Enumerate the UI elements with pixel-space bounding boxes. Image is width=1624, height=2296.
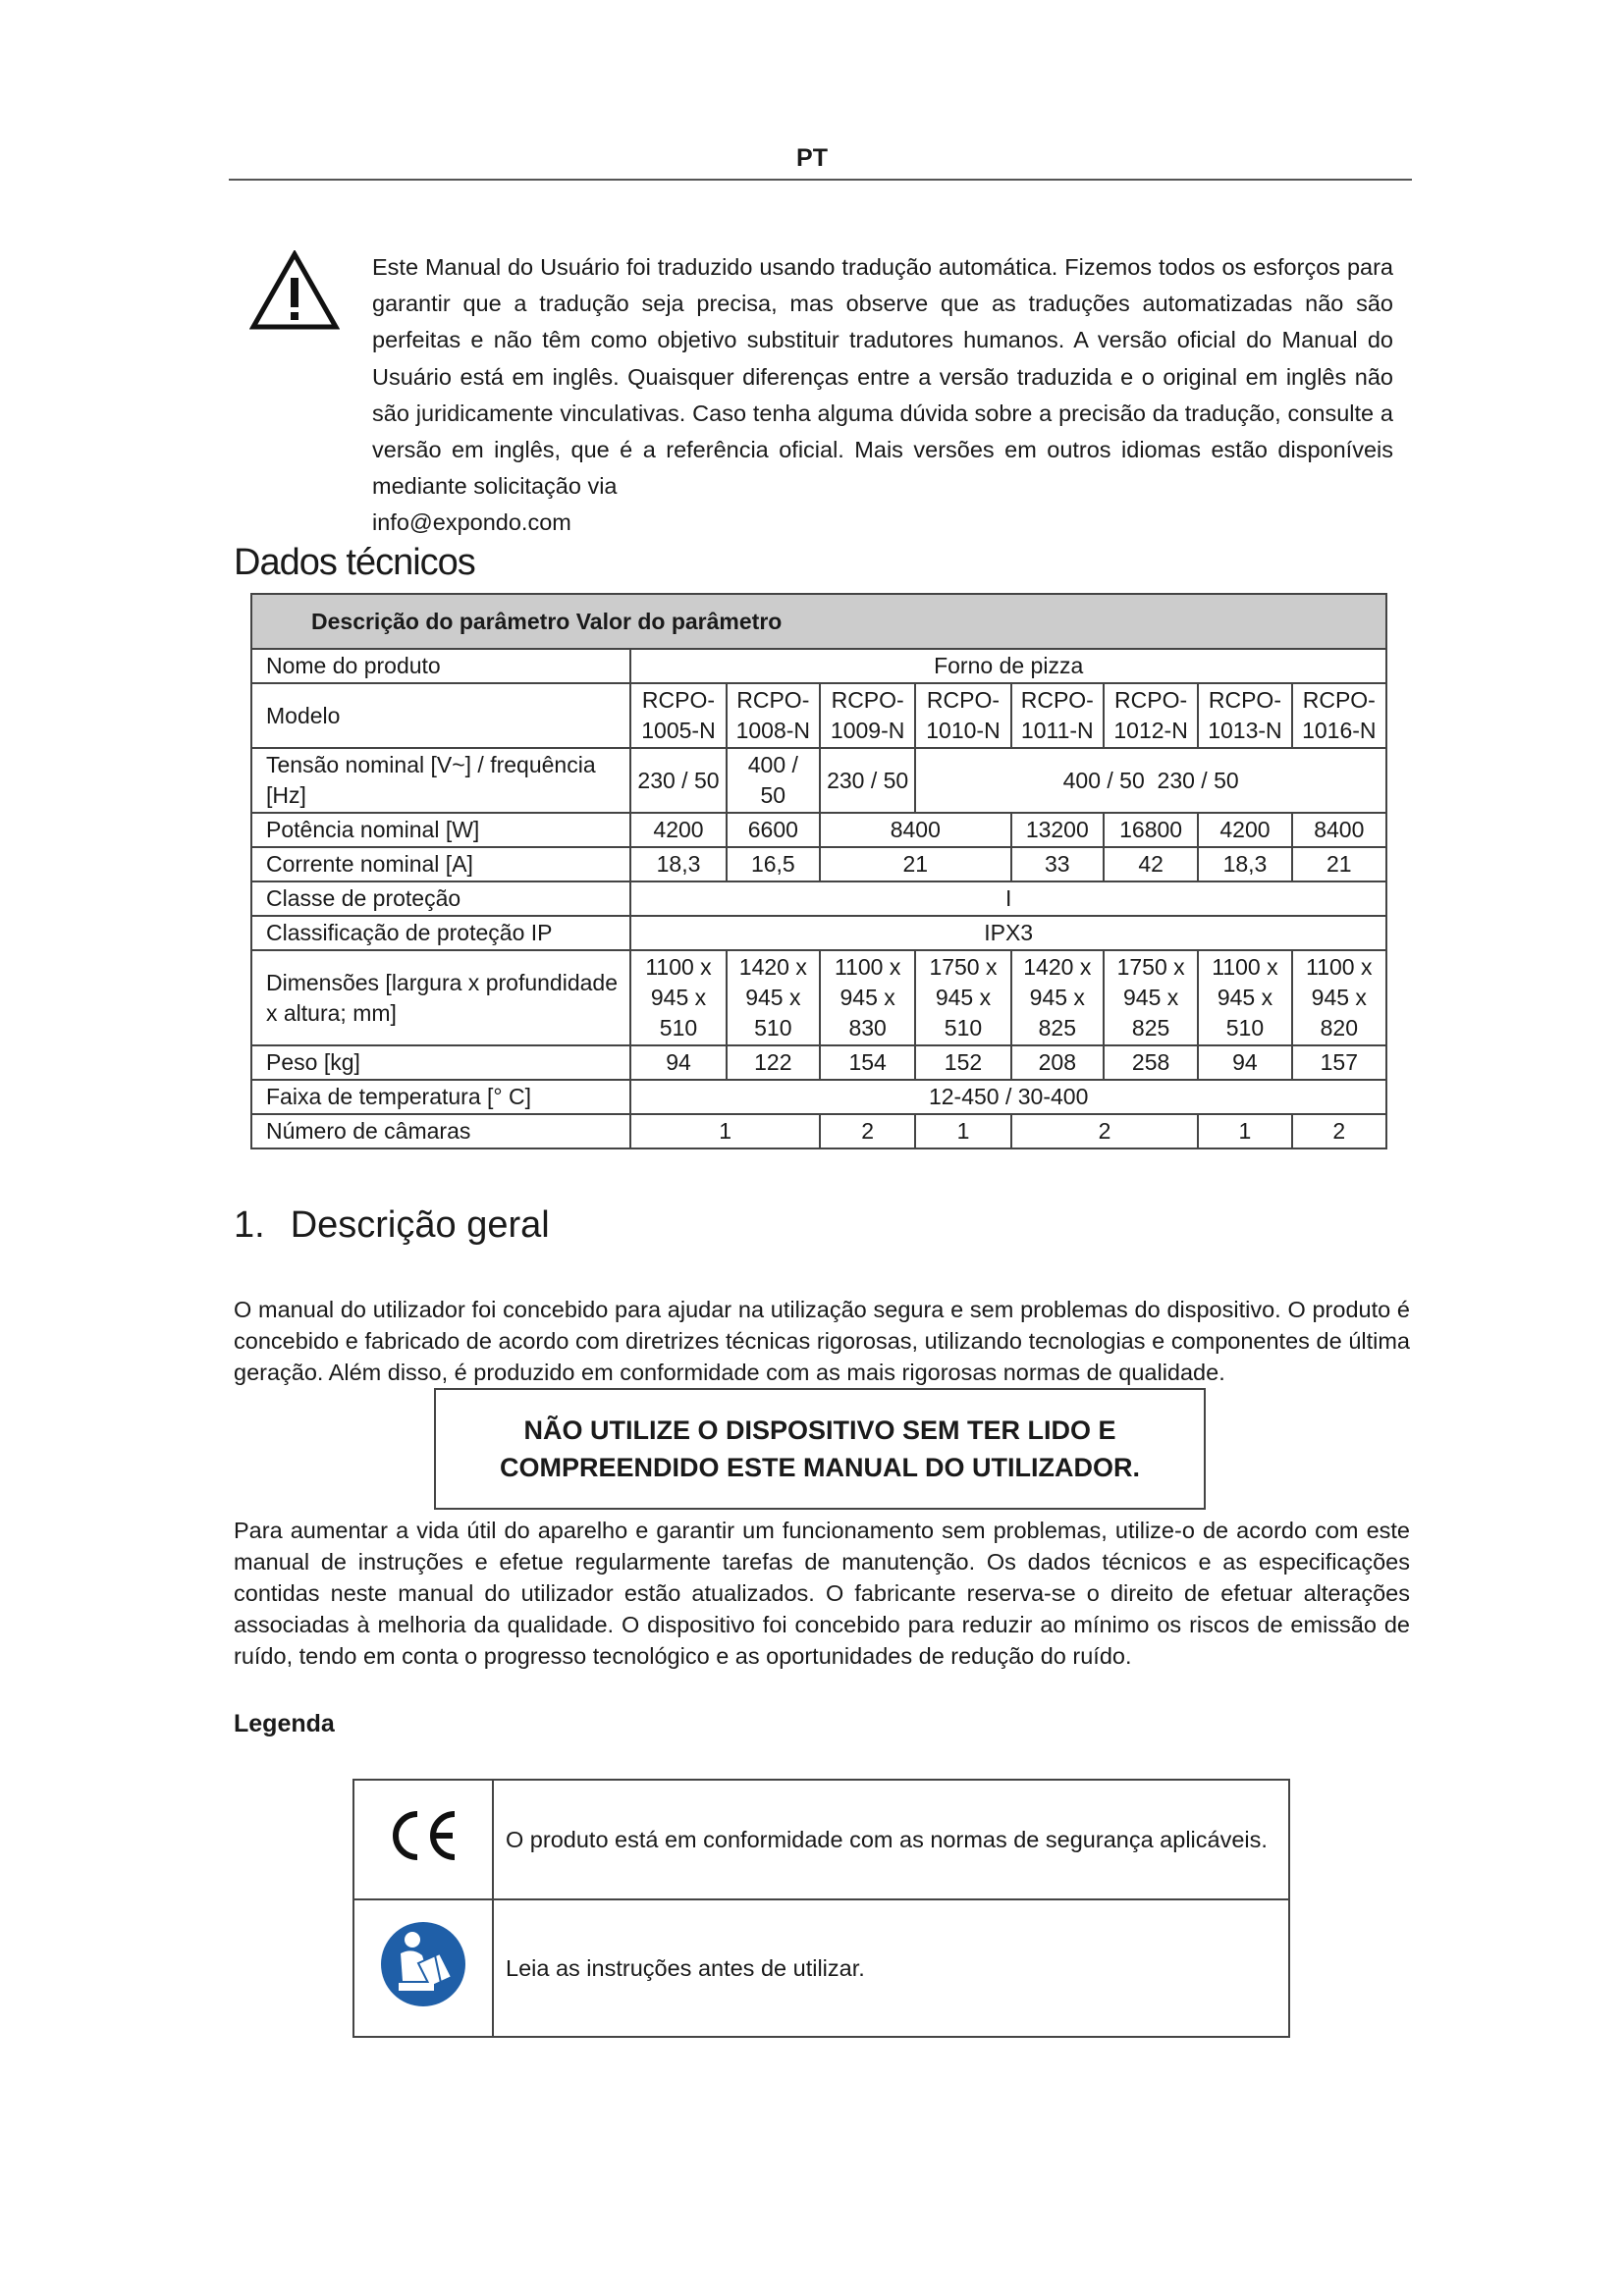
cell-value: 13200 <box>1011 813 1104 847</box>
legend-icon-cell <box>353 1899 493 2037</box>
row-label: Potência nominal [W] <box>251 813 630 847</box>
table-row <box>251 683 1386 748</box>
row-label: Tensão nominal [V~] / frequência [Hz] <box>251 748 630 813</box>
legend-row <box>353 1899 1289 2037</box>
header-divider <box>229 179 1412 181</box>
row-label: Faixa de temperatura [° C] <box>251 1080 630 1114</box>
row-label: Peso [kg] <box>251 1045 630 1080</box>
voltage-value: 230 / 50 <box>1157 767 1239 793</box>
cell-value: 18,3 <box>630 847 726 881</box>
table-row <box>251 748 1386 813</box>
model-cell: RCPO-1011-N <box>1011 683 1104 748</box>
read-manual-warning-box <box>434 1388 1206 1510</box>
legend-table <box>352 1779 1290 2038</box>
cell-value: 230 / 50 <box>630 748 726 813</box>
warning-line: COMPREENDIDO ESTE MANUAL DO UTILIZADOR. <box>499 1453 1140 1482</box>
table-row <box>251 1045 1386 1080</box>
general-paragraph-2: Para aumentar a vida útil do aparelho e garantir um funcionamento sem problemas, utilize-o de acordo com este manual de instruções e efetue regularmente tarefas de manutenção. Os dados técnicos e as especificações contidas neste manual do utilizador estão atualizados. O fabricante reserva-se o direito de efetuar alterações associadas à melhoria da qualidade. O dispositivo foi concebido para reduzir ao mínimo os riscos de emissão de ruído, tendo em conta o progresso tecnológico e as oportunidades de redução do ruído. <box>234 1518 1410 1669</box>
cell-value: 94 <box>630 1045 726 1080</box>
cell-value: 122 <box>727 1045 820 1080</box>
cell-value: 16,5 <box>727 847 820 881</box>
page-language-header: PT <box>796 144 828 172</box>
general-paragraph-1: O manual do utilizador foi concebido para ajudar na utilização segura e sem problemas do dispositivo. O produto é concebido e fabricado de acordo com diretrizes técnicas rigorosas, utilizando tecnologias e componentes de última geração. Além disso, é produzido em conformidade com as mais rigorosas normas de qualidade. <box>234 1297 1410 1385</box>
row-label: Nome do produto <box>251 649 630 683</box>
cell-value: 1420 x 945 x 825 <box>1011 950 1104 1045</box>
cell-value: 230 / 50 <box>820 748 915 813</box>
cell-value: 18,3 <box>1198 847 1291 881</box>
legend-icon-cell <box>353 1780 493 1899</box>
legend-text: Leia as instruções antes de utilizar. <box>493 1899 1289 2037</box>
legend-row <box>353 1780 1289 1899</box>
model-cell: RCPO-1008-N <box>727 683 820 748</box>
warning-triangle-icon <box>249 250 340 331</box>
cell-value: 21 <box>1292 847 1386 881</box>
legend-text: O produto está em conformidade com as normas de segurança aplicáveis. <box>493 1780 1289 1899</box>
table-row <box>251 916 1386 950</box>
cell-value: 2 <box>1292 1114 1386 1148</box>
cell-value: I <box>630 881 1386 916</box>
row-label: Dimensões [largura x profundidade x altura; mm] <box>251 950 630 1045</box>
notice-text: Este Manual do Usuário foi traduzido usando tradução automática. Fizemos todos os esforços para garantir que a tradução seja precisa, mas observe que as traduções automatizadas não são perfeitas e não têm como objetivo substituir tradutores humanos. A versão oficial do Manual do Usuário está em inglês. Quaisquer diferenças entre a versão traduzida e o original em inglês não são juridicamente vinculativas. Caso tenha alguma dúvida sobre a precisão da tradução, consulte a versão em inglês, que é a referência oficial. Mais versões em outros idiomas estão disponíveis mediante solicitação via <box>372 254 1393 500</box>
read-manual-icon <box>379 1920 467 2008</box>
table-row <box>251 950 1386 1045</box>
cell-value: 1420 x 945 x 510 <box>727 950 820 1045</box>
cell-value: 6600 <box>727 813 820 847</box>
section-title: Descrição geral <box>290 1204 550 1246</box>
cell-value: 4200 <box>1198 813 1291 847</box>
row-label: Modelo <box>251 683 630 748</box>
table-header-row <box>251 594 1386 649</box>
table-row <box>251 847 1386 881</box>
row-label: Número de câmaras <box>251 1114 630 1148</box>
table-row <box>251 1080 1386 1114</box>
cell-value: 1 <box>1198 1114 1291 1148</box>
table-row <box>251 881 1386 916</box>
technical-data-title: Dados técnicos <box>234 542 475 583</box>
cell-value: IPX3 <box>630 916 1386 950</box>
cell-value: 8400 <box>1292 813 1386 847</box>
section-heading-general <box>234 1204 550 1247</box>
cell-value: 8400 <box>820 813 1011 847</box>
row-label: Classe de proteção <box>251 881 630 916</box>
cell-value: 4200 <box>630 813 726 847</box>
cell-value: 1100 x 945 x 820 <box>1292 950 1386 1045</box>
voltage-value: 400 / 50 <box>1062 767 1145 793</box>
technical-data-table <box>250 593 1387 1149</box>
table-row <box>251 649 1386 683</box>
cell-value: 21 <box>820 847 1011 881</box>
cell-value: 1 <box>630 1114 820 1148</box>
cell-value: 258 <box>1104 1045 1198 1080</box>
section-number: 1. <box>234 1204 265 1246</box>
table-header-text: Descrição do parâmetro Valor do parâmetro <box>251 594 1386 649</box>
translation-notice <box>372 249 1393 542</box>
cell-value: 94 <box>1198 1045 1291 1080</box>
cell-value: Forno de pizza <box>630 649 1386 683</box>
cell-value: 1750 x 945 x 825 <box>1104 950 1198 1045</box>
cell-value: 16800 <box>1104 813 1198 847</box>
cell-value: 12-450 / 30-400 <box>630 1080 1386 1114</box>
warning-line: NÃO UTILIZE O DISPOSITIVO SEM TER LIDO E <box>523 1415 1116 1445</box>
notice-email: info@expondo.com <box>372 509 571 536</box>
cell-value: 1100 x 945 x 830 <box>820 950 915 1045</box>
cell-value: 157 <box>1292 1045 1386 1080</box>
cell-value: 2 <box>1011 1114 1199 1148</box>
row-label: Classificação de proteção IP <box>251 916 630 950</box>
cell-value: 154 <box>820 1045 915 1080</box>
row-label: Corrente nominal [A] <box>251 847 630 881</box>
cell-value <box>915 748 1386 813</box>
cell-value: 2 <box>820 1114 915 1148</box>
model-cell: RCPO-1012-N <box>1104 683 1198 748</box>
cell-value: 33 <box>1011 847 1104 881</box>
legend-title: Legenda <box>234 1710 335 1737</box>
model-cell: RCPO-1009-N <box>820 683 915 748</box>
cell-value: 1100 x 945 x 510 <box>630 950 726 1045</box>
table-row <box>251 1114 1386 1148</box>
table-row <box>251 813 1386 847</box>
cell-value: 1 <box>915 1114 1010 1148</box>
model-cell: RCPO-1005-N <box>630 683 726 748</box>
cell-value: 208 <box>1011 1045 1104 1080</box>
cell-value: 1100 x 945 x 510 <box>1198 950 1291 1045</box>
model-cell: RCPO-1016-N <box>1292 683 1386 748</box>
ce-mark-icon <box>386 1808 460 1863</box>
model-cell: RCPO-1013-N <box>1198 683 1291 748</box>
model-cell: RCPO-1010-N <box>915 683 1010 748</box>
cell-value: 152 <box>915 1045 1010 1080</box>
cell-value: 42 <box>1104 847 1198 881</box>
cell-value: 1750 x 945 x 510 <box>915 950 1010 1045</box>
cell-value: 400 / 50 <box>727 748 820 813</box>
